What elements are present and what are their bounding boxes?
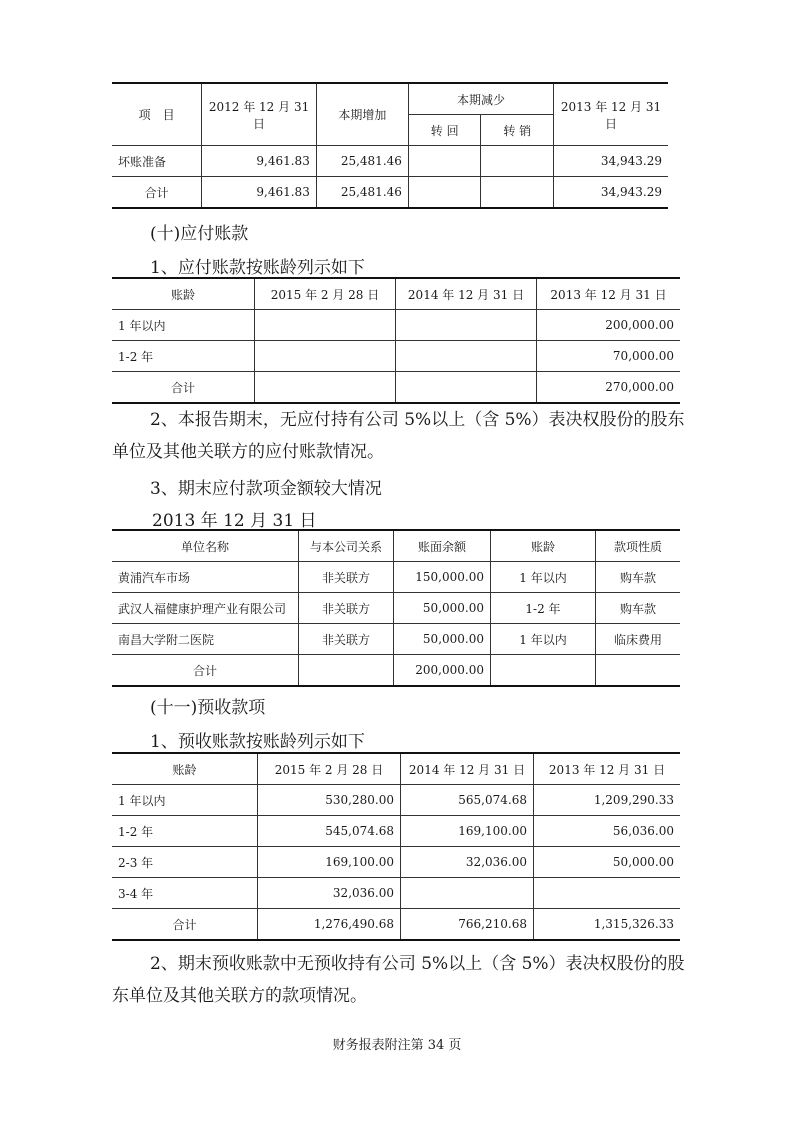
section11-sub1: 1、预收账款按账龄列示如下 [150,732,365,752]
header-writeoff: 转 销 [481,115,554,146]
header-decrease: 本期减少 [408,83,553,115]
large-payables-table: 单位名称 与本公司关系 账面余额 账龄 款项性质 黄浦汽车市场 非关联方 150,000.00 1 年以内 购车款 武汉人福健康护理产业有限公司 非关联方 50,000.00 1-2 年 购车款 南昌大学附二医院 非关联方 50,000.00 1 年以内 临床费用 合计 200,000.00 [112,529,680,687]
section10-sub1: 1、应付账款按账龄列示如下 [150,258,365,278]
header-increase: 本期增加 [316,83,408,146]
header-reversal: 转 回 [408,115,481,146]
table-row: 合计 200,000.00 [112,655,680,687]
header-close: 2013 年 12 月 31 日 [554,83,668,146]
bad-debt-table [112,82,668,209]
table-row: 1 年以内 530,280.00 565,074.68 1,209,290.33 [112,785,680,816]
table-row: 坏账准备 9,461.83 25,481.46 34,943.29 [112,146,668,177]
table-row: 1-2 年 70,000.00 [112,341,680,372]
page-footer: 财务报表附注第 34 页 [332,1038,462,1053]
header-item: 项 目 [112,83,202,146]
payable-aging-table: 账龄 2015 年 2 月 28 日 2014 年 12 月 31 日 2013 年 12 月 31 日 1 年以内 200,000.00 1-2 年 70,000.00 合计 270,000.00 [112,277,680,404]
table-row: 南昌大学附二医院 非关联方 50,000.00 1 年以内 临床费用 [112,624,680,655]
section10-para2: 2、本报告期末，无应付持有公司 5%以上（含 5%）表决权股份的股东单位及其他关联方的应付账款情况。 [112,410,685,462]
header-open: 2012 年 12 月 31 日 [202,83,317,146]
section11-para2: 2、期末预收账款中无预收持有公司 5%以上（含 5%）表决权股份的股东单位及其他关联方的款项情况。 [112,954,685,1006]
table-row: 合计 1,276,490.68 766,210.68 1,315,326.33 [112,909,680,941]
advance-aging-table: 账龄 2015 年 2 月 28 日 2014 年 12 月 31 日 2013 年 12 月 31 日 1 年以内 530,280.00 565,074.68 1,209,290.33 1-2 年 545,074.68 169,100.00 56,036.00 2-3 年 169,100.00 32,036.00 50,000.00 3-4 年 32,036.00 合计 1,276,490.68 766,210.68 1,315,326.33 [112,752,680,941]
section10-date: 2013 年 12 月 31 日 [152,511,317,531]
section10-title: (十)应付账款 [150,224,249,244]
table-row: 合计 270,000.00 [112,372,680,404]
section11-title: (十一)预收款项 [150,698,266,718]
table-row: 1-2 年 545,074.68 169,100.00 56,036.00 [112,816,680,847]
table-row: 武汉人福健康护理产业有限公司 非关联方 50,000.00 1-2 年 购车款 [112,593,680,624]
table-row: 3-4 年 32,036.00 [112,878,680,909]
table-row: 黄浦汽车市场 非关联方 150,000.00 1 年以内 购车款 [112,562,680,593]
table-row: 1 年以内 200,000.00 [112,310,680,341]
table-row: 2-3 年 169,100.00 32,036.00 50,000.00 [112,847,680,878]
table-row: 合计 9,461.83 25,481.46 34,943.29 [112,177,668,209]
section10-sub3: 3、期末应付款项金额较大情况 [150,479,382,499]
